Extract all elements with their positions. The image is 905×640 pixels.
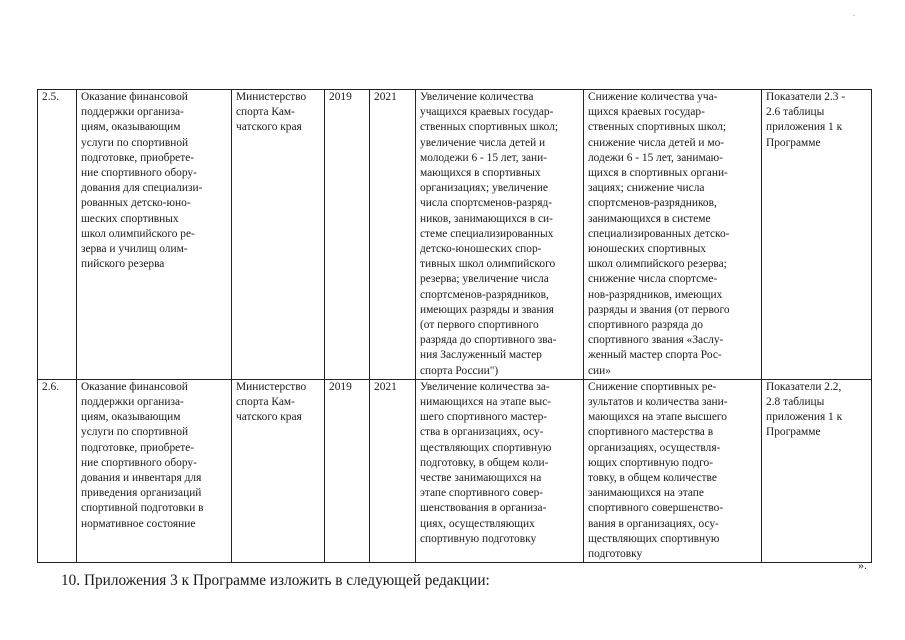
cell-line: организациях, осуществля- [588, 441, 721, 454]
cell-line: подготовку, в общем коли- [420, 456, 549, 469]
cell-line: ства в организациях, осу- [420, 426, 544, 439]
cell-line: пийского резерва [81, 258, 165, 271]
cell-line: товку, в общем количестве [588, 472, 717, 485]
cell-line: женный мастер спорта Рос- [588, 349, 722, 362]
expected-result-cell [416, 379, 584, 562]
cell-line: занимающихся в системе [588, 212, 711, 225]
cell-line: (от первого спортивного [420, 319, 539, 332]
cell-line: занимающихся на этапе [588, 487, 704, 500]
cell-line: числа спортсменов-разряд- [420, 197, 553, 210]
cell-line: ния Заслуженный мастер [420, 349, 542, 362]
consequences-cell [584, 379, 762, 562]
cell-line: спортивного разряда до [588, 319, 703, 332]
cell-line: ственных спортивных школ; [420, 121, 559, 134]
cell-line: Снижение спортивных ре- [588, 380, 717, 393]
cell-line: приложения 1 к [766, 411, 843, 424]
cell-line: ственных спортивных школ; [588, 121, 727, 134]
cell-line: спортивного звания «Заслу- [588, 334, 724, 347]
cell-line: молодежи 6 - 15 лет, зани- [420, 151, 547, 164]
cell-line: Программе [766, 136, 821, 149]
cell-line: шенствования в организа- [420, 502, 547, 515]
start-year-cell: 2019 [325, 90, 370, 380]
cell-line: зерва и училищ олим- [81, 243, 188, 256]
cell-line: услуги по спортивной [81, 426, 189, 439]
cell-line: ществляющих спортивную [588, 532, 720, 545]
cell-line: разряда до спортивного зва- [420, 334, 557, 347]
cell-line: мающихся в спортивных [420, 167, 541, 180]
cell-line: спортсменов-разрядников, [420, 288, 549, 301]
measure-cell [77, 90, 232, 380]
cell-line: зациях; снижение числа [588, 182, 705, 195]
cell-line: дования для специализи- [81, 182, 203, 195]
expected-result-cell [416, 90, 584, 380]
cell-line: дования и инвентаря для [81, 472, 202, 485]
measure-cell [77, 379, 232, 562]
row-number: 2.6. [38, 379, 77, 562]
executor-cell [232, 379, 325, 562]
cell-line: стеме специализированных [420, 227, 554, 240]
cell-line: тивных школ олимпийского [420, 258, 556, 271]
cell-line: подготовке, приобрете- [81, 151, 195, 164]
cell-line: спорта Кам- [236, 396, 295, 409]
cell-line: этапе спортивного совер- [420, 487, 544, 500]
cell-line: спортивного совершенство- [588, 502, 724, 515]
cell-line: циям, оказывающим [81, 121, 181, 134]
cell-line: Министерство [236, 380, 307, 393]
table-row [38, 379, 872, 562]
cell-line: нормативное состояние [81, 517, 196, 530]
cell-line: подготовку [588, 548, 643, 561]
cell-line: поддержки организа- [81, 106, 184, 119]
cell-line: чатского края [236, 411, 302, 424]
cell-line: учащихся краевых государ- [420, 106, 554, 119]
cell-line: нимающихся на этапе выс- [420, 396, 552, 409]
cell-line: спорта России") [420, 364, 499, 377]
cell-line: организациях; увеличение [420, 182, 548, 195]
cell-line: Показатели 2.3 - [766, 91, 846, 103]
cell-line: Министерство [236, 91, 307, 103]
cell-line: ющих спортивную подго- [588, 456, 714, 469]
cell-line: рованных детско-юно- [81, 197, 191, 210]
start-year-cell: 2019 [325, 379, 370, 562]
cell-line: шеских спортивных [81, 212, 179, 225]
cell-line: ников, занимающихся в си- [420, 212, 553, 225]
cell-line: школ олимпийского резерва; [588, 258, 727, 271]
indicators-cell [762, 90, 872, 380]
cell-line: 2.6 таблицы [766, 106, 825, 119]
cell-line: школ олимпийского ре- [81, 227, 195, 240]
cell-line: ние спортивного обору- [81, 167, 197, 180]
cell-line: циях, осуществляющих [420, 517, 535, 530]
cell-line: имеющих разряды и звания [420, 303, 554, 316]
cell-line: снижение числа детей и мо- [588, 136, 725, 149]
cell-line: Увеличение количества за- [420, 380, 550, 393]
cell-line: подготовке, приобрете- [81, 441, 195, 454]
consequences-cell [584, 90, 762, 380]
cell-line: лодежи 6 - 15 лет, занимаю- [588, 151, 723, 164]
cell-line: услуги по спортивной [81, 136, 189, 149]
cell-line: снижение числа спортсме- [588, 273, 718, 286]
executor-cell [232, 90, 325, 380]
paragraph-10: 10. Приложения 3 к Программе изложить в следующей редакции: [61, 572, 490, 589]
cell-line: вания в организациях, осу- [588, 517, 719, 530]
cell-line: приложения 1 к [766, 121, 843, 134]
cell-line: чатского края [236, 121, 302, 134]
cell-line: Оказание финансовой [81, 91, 188, 103]
cell-line: спортивной подготовки в [81, 502, 204, 515]
cell-line: приведения организаций [81, 487, 202, 500]
indicators-cell [762, 379, 872, 562]
cell-line: щихся в спортивных органи- [588, 167, 728, 180]
cell-line: спортсменов-разрядников, [588, 197, 717, 210]
cell-line: спортивного мастерства в [588, 426, 714, 439]
cell-line: ществляющих спортивную [420, 441, 552, 454]
cell-line: Программе [766, 426, 821, 439]
cell-line: Показатели 2.2, [766, 380, 842, 393]
end-year-cell: 2021 [370, 90, 416, 380]
cell-line: 2.8 таблицы [766, 396, 825, 409]
end-year-cell: 2021 [370, 379, 416, 562]
cell-line: шего спортивного мастер- [420, 411, 548, 424]
cell-line: зультатов и количества зани- [588, 396, 728, 409]
cell-line: Оказание финансовой [81, 380, 188, 393]
scan-speck: . [853, 8, 856, 18]
cell-line: поддержки организа- [81, 396, 184, 409]
cell-line: юношеских спортивных [588, 243, 706, 256]
closing-quote-mark: ». [858, 558, 867, 572]
cell-line: щихся краевых государ- [588, 106, 705, 119]
cell-line: детско-юношеских спор- [420, 243, 542, 256]
program-measures-table [37, 89, 872, 563]
cell-line: резерва; увеличение числа [420, 273, 549, 286]
cell-line: Увеличение количества [420, 91, 534, 103]
table-row [38, 90, 872, 380]
row-number: 2.5. [38, 90, 77, 380]
cell-line: мающихся на этапе высшего [588, 411, 727, 424]
cell-line: увеличение числа детей и [420, 136, 546, 149]
cell-line: специализированных детско- [588, 227, 730, 240]
cell-line: циям, оказывающим [81, 411, 181, 424]
cell-line: спорта Кам- [236, 106, 295, 119]
cell-line: нов-разрядников, имеющих [588, 288, 723, 301]
cell-line: Снижение количества уча- [588, 91, 718, 103]
cell-line: разряды и звания (от первого [588, 303, 730, 316]
cell-line: спортивную подготовку [420, 532, 537, 545]
cell-line: сии» [588, 364, 611, 377]
cell-line: ние спортивного обору- [81, 456, 197, 469]
cell-line: честве занимающихся на [420, 472, 542, 485]
